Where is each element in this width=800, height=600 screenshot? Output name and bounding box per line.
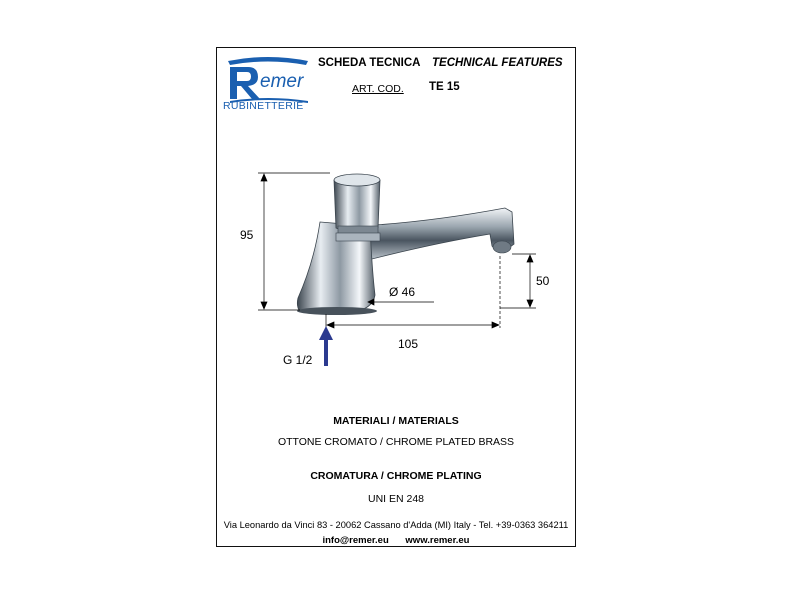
scheda-tecnica-label: SCHEDA TECNICA [318, 57, 421, 69]
art-cod-label: ART. COD. [352, 83, 404, 95]
plating-title: CROMATURA / CHROME PLATING [310, 470, 482, 482]
company-address: Via Leonardo da Vinci 83 - 20062 Cassano d'Adda (MI) Italy - Tel. +39-0363 364211 [223, 520, 569, 530]
height-label: 95 [240, 228, 254, 242]
length-dimension-line [326, 314, 499, 330]
diameter-dimension-line [368, 299, 434, 305]
email-link[interactable]: info@remer.eu [322, 535, 389, 546]
technical-features-label: TECHNICAL FEATURES [432, 57, 563, 69]
materials-value: OTTONE CROMATO / CHROME PLATED BRASS [277, 436, 515, 448]
spout-height-dimension-line [500, 254, 536, 328]
brand-subtitle: RUBINETTERIE [223, 100, 304, 112]
diameter-label: Ø 46 [389, 285, 416, 299]
spout-height-label: 50 [536, 274, 550, 288]
inlet-label: G 1/2 [283, 353, 313, 367]
website-link[interactable]: www.remer.eu [405, 535, 470, 546]
materials-title: MATERIALI / MATERIALS [333, 415, 459, 427]
faucet-spout [360, 208, 514, 262]
inlet-arrow [319, 326, 333, 366]
art-cod-value: TE 15 [429, 81, 460, 93]
length-label: 105 [398, 337, 419, 351]
faucet-push-button [334, 174, 380, 241]
footer-contacts [216, 535, 576, 546]
plating-value: UNI EN 248 [367, 493, 425, 505]
svg-text:emer: emer [260, 71, 304, 92]
